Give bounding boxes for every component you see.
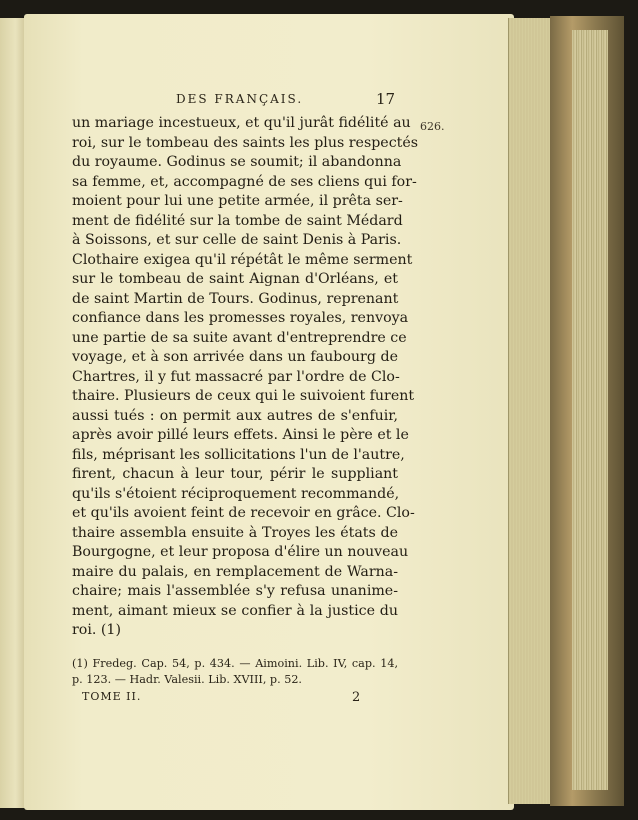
text-line: Bourgogne, et leur proposa d'élire un nouveau bbox=[72, 544, 409, 560]
text-line: firent, chacun à leur tour, périr le suppliant bbox=[72, 466, 398, 482]
text-line: roi, sur le tombeau des saints les plus respectés bbox=[72, 134, 419, 151]
text-line: de saint Martin de Tours. Godinus, reprenant bbox=[72, 290, 399, 307]
text-line: thaire. Plusieurs de ceux qui le suivoient furent bbox=[72, 388, 415, 404]
text-line: sur le tombeau de saint Aignan d'Orléans, et bbox=[72, 271, 398, 287]
text-line: aussi tués : on permit aux autres de s'enfuir, bbox=[72, 407, 398, 424]
text-line: sa femme, et, accompagné de ses cliens qui for- bbox=[72, 173, 417, 190]
running-head bbox=[24, 92, 514, 112]
page-stack-edges bbox=[508, 18, 553, 804]
text-line: thaire assembla ensuite à Troyes les états de bbox=[72, 524, 398, 541]
signature-mark: 2 bbox=[352, 690, 361, 705]
text-line: ment de fidélité sur la tombe de saint Médard bbox=[72, 212, 403, 229]
footnote-line: (1) Fredeg. Cap. 54, p. 434. — Aimoini. Lib. IV, cap. 14, bbox=[72, 657, 398, 670]
page-number: 17 bbox=[376, 90, 396, 108]
text-line: Chartres, il y fut massacré par l'ordre de Clo- bbox=[72, 368, 400, 385]
margin-year: 626. bbox=[420, 120, 445, 133]
text-line: ment, aimant mieux se confier à la justice du bbox=[72, 602, 398, 619]
text-line: à Soissons, et sur celle de saint Denis à Paris. bbox=[72, 232, 402, 248]
body-text bbox=[72, 114, 419, 641]
text-line: roi. (1) bbox=[72, 622, 121, 638]
text-line: et qu'ils avoient feint de recevoir en grâce. Clo- bbox=[72, 505, 415, 521]
text-line: Clothaire exigea qu'il répétât le même serment bbox=[72, 251, 413, 268]
text-line: après avoir pillé leurs effets. Ainsi le père et le bbox=[72, 427, 409, 443]
text-line: une partie de sa suite avant d'entreprendre ce bbox=[72, 329, 407, 346]
running-head-title: DES FRANÇAIS. bbox=[176, 92, 304, 106]
text-line: moient pour lui une petite armée, il prêta ser- bbox=[72, 193, 403, 209]
text-line: chaire; mais l'assemblée s'y refusa unanime- bbox=[72, 583, 398, 599]
footnote bbox=[72, 656, 398, 688]
text-line: fils, méprisant les sollicitations l'un de l'autre, bbox=[72, 446, 405, 463]
volume-label: TOME II. bbox=[82, 690, 142, 703]
text-line: maire du palais, en remplacement de Warna- bbox=[72, 563, 398, 580]
footnote-line: p. 123. — Hadr. Valesii. Lib. XVIII, p. 52. bbox=[72, 673, 302, 686]
signature-line bbox=[72, 690, 398, 708]
text-line: confiance dans les promesses royales, renvoya bbox=[72, 310, 409, 326]
text-line: voyage, et à son arrivée dans un faubourg de bbox=[72, 349, 398, 365]
text-line: un mariage incestueux, et qu'il jurât fidélité au bbox=[72, 115, 411, 131]
text-line: du royaume. Godinus se soumit; il abandonna bbox=[72, 154, 402, 170]
text-line: qu'ils s'étoient réciproquement recommandé, bbox=[72, 485, 400, 502]
back-pages-edge bbox=[572, 30, 608, 790]
book-page bbox=[24, 14, 514, 810]
facing-page-edge bbox=[0, 18, 27, 808]
